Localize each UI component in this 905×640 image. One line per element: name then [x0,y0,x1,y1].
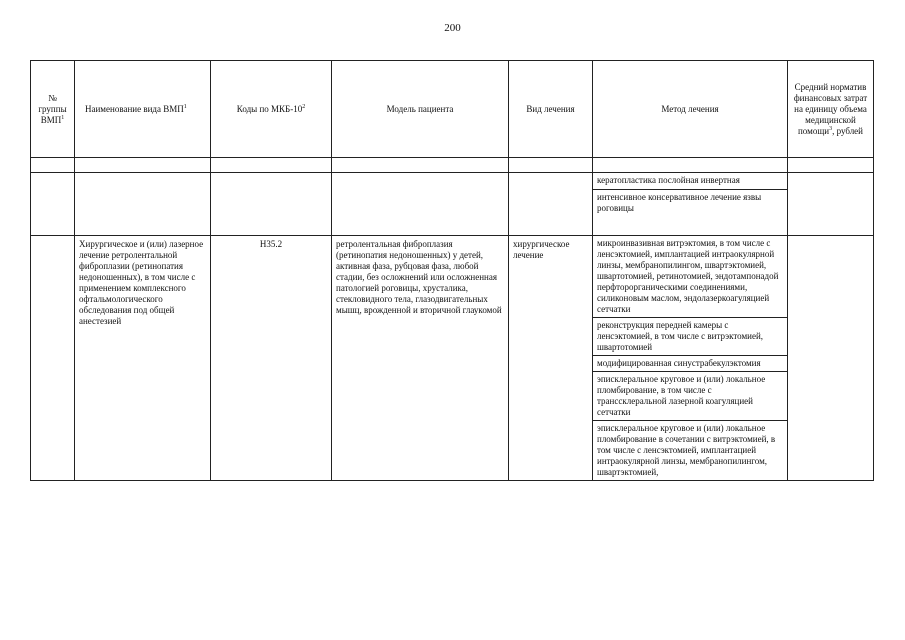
cell-treatment-type: хирургическое лечение [509,236,593,481]
cell-avg-cost [788,236,874,481]
cell-group [31,236,75,481]
vmp-table [30,60,874,481]
cell-method: интенсивное консервативное лечение язвы роговицы [593,190,788,236]
cell-patient-model: ретролентальная фиброплазия (ретинопатия недоношенных) у детей, активная фаза, рубцовая фаза, любой стадии, без осложнений или осложненная патологией роговицы, хрусталика, стекловидного тела, глазодвигательных мышц, врожденной и вторичной глаукомой [332,236,509,481]
cell-method: модифицированная синустрабекулэктомия [593,356,788,372]
cell-icd-codes: H35.2 [211,236,332,481]
cell-method: микроинвазивная витрэктомия, в том числе с ленсэктомией, имплантацией интраокулярной линзы, мембранопилингом, швартэктомией, швартотомией, ретинотомией, эндотампонадой перфторорганическими соединениями, силиконовым маслом, эндолазеркоагуляцией сетчатки [593,236,788,318]
spacer-row [31,158,874,173]
header-treatment-type: Вид лечения [509,61,593,158]
cell-method: кератопластика послойная инвертная [593,173,788,190]
cell-method: реконструкция передней камеры с ленсэктомией, в том числе с витрэктомией, швартотомией [593,318,788,356]
cell-icd-codes [211,173,332,236]
cell-treatment-type [509,173,593,236]
cell-method: эписклеральное круговое и (или) локальное пломбирование, в том числе с транссклеральной лазерной коагуляцией сетчатки [593,372,788,421]
header-group-no: № группы ВМП$^1$ [31,61,75,158]
header-patient-model: Модель пациента [332,61,509,158]
table-row [31,236,874,318]
cell-vmp-name [75,173,211,236]
table-header-row [31,61,874,158]
cell-avg-cost [788,173,874,236]
cell-patient-model [332,173,509,236]
header-vmp-name: Наименование вида ВМП$^1$ [75,61,211,158]
header-treatment-method: Метод лечения [593,61,788,158]
page-number: 200 [444,22,461,34]
cell-method: эписклеральное круговое и (или) локальное пломбирование в сочетании с витрэктомией, в том числе с ленсэктомией, имплантацией интраокулярной линзы, мембранопилингом, швартэктомией, [593,421,788,481]
cell-vmp-name: Хирургическое и (или) лазерное лечение ретролентальной фиброплазии (ретинопатия недоношенных), в том числе с применением комплексного офтальмологического обследования под общей анестезией [75,236,211,481]
header-icd-codes: Коды по МКБ-$10^2$ [211,61,332,158]
header-avg-cost: Средний норматив финансовых затрат на единицу объема медицинской помощи$^3$, рублей [788,61,874,158]
table-row [31,173,874,190]
cell-group [31,173,75,236]
